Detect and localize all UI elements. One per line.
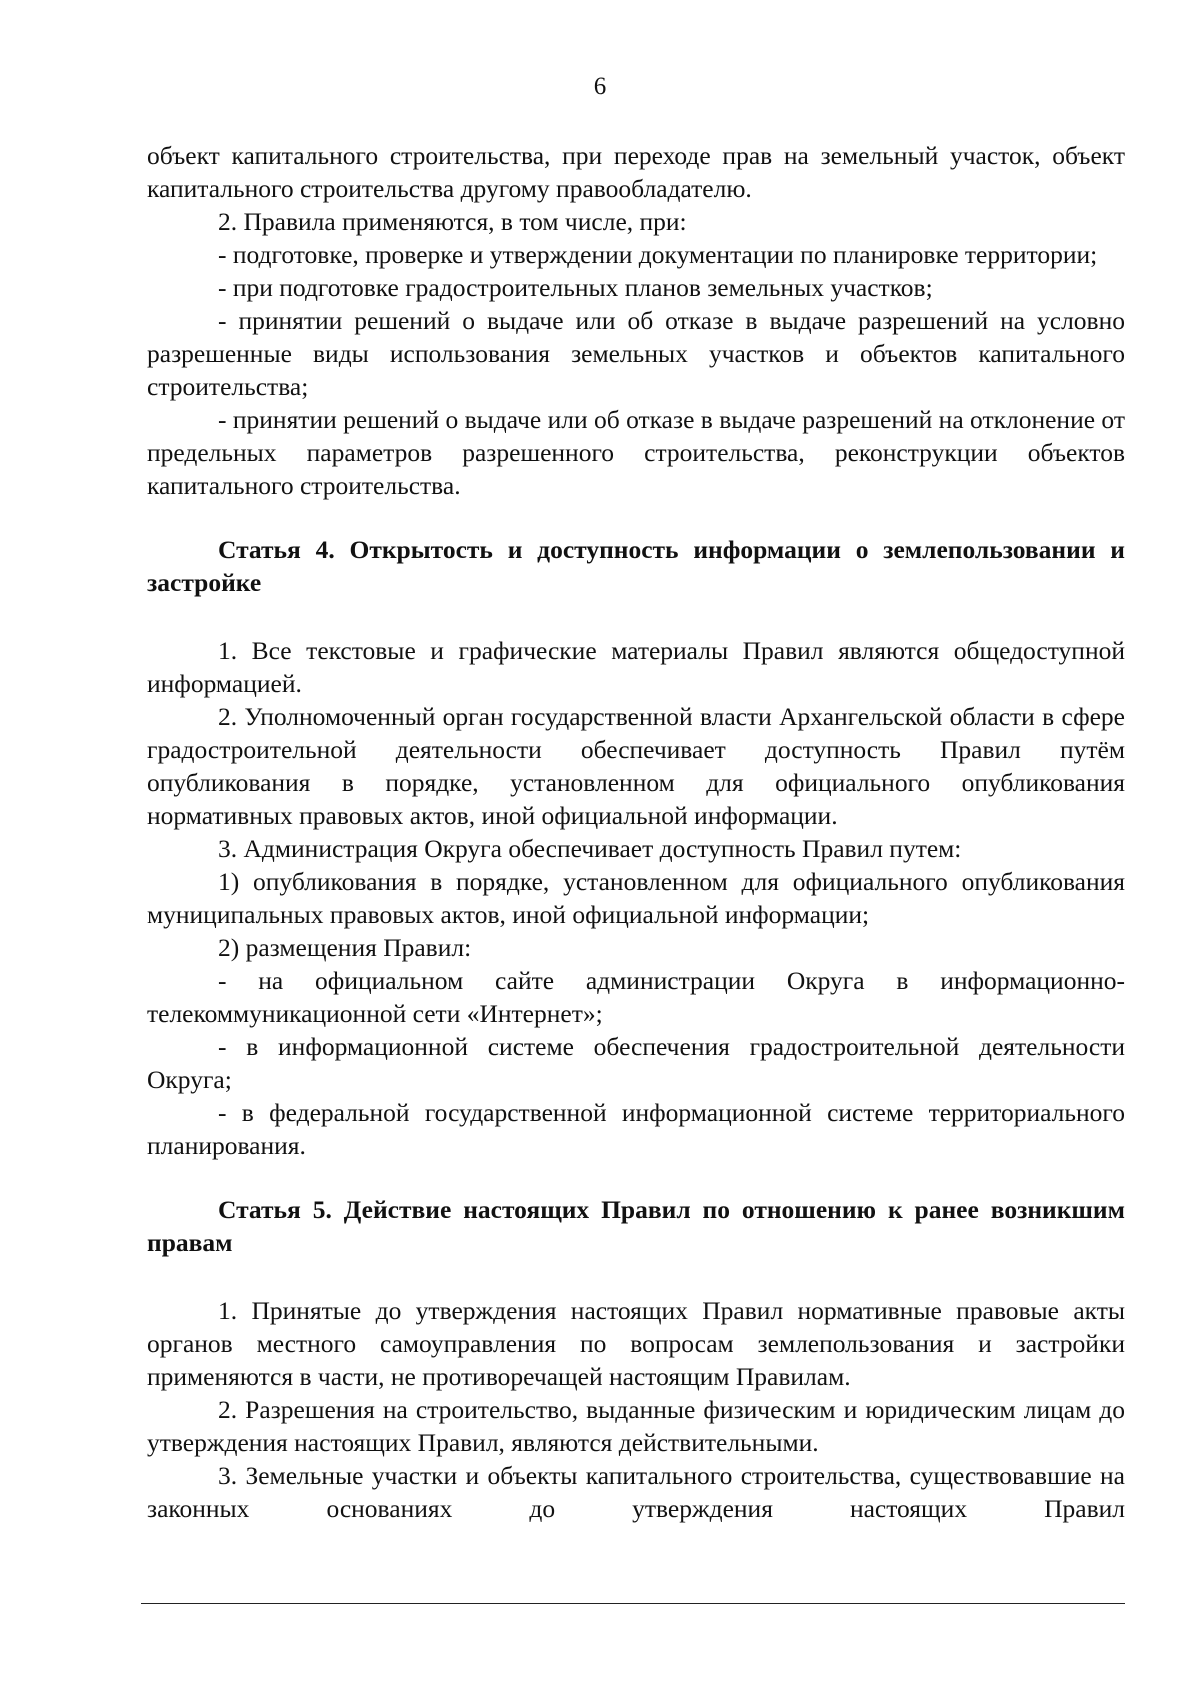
page-number: 6	[593, 73, 607, 100]
article-4-paragraph-5: 2) размещения Правил:	[218, 933, 472, 962]
article-5-paragraph-2: 2. Разрешения на строительство, выданные физическим и юридическим лицам до утверждения настоящих Правил, являются действительными.	[147, 1395, 1125, 1457]
paragraph-rules-applied: 2. Правила применяются, в том числе, при:	[218, 207, 687, 236]
footer-divider	[141, 1603, 1125, 1604]
article-4-heading: Статья 4. Открытость и доступность информации о землепользовании и застройке	[147, 535, 1125, 597]
paragraph-continuation: объект капитального строительства, при переходе прав на земельный участок, объект капитального строительства другому правообладателю.	[147, 141, 1125, 203]
article-5-paragraph-3: 3. Земельные участки и объекты капитального строительства, существовавшие на законных основаниях до утверждения настоящих Правил	[147, 1461, 1125, 1523]
article-5-paragraph-1: 1. Принятые до утверждения настоящих Правил нормативные правовые акты органов местного самоуправления по вопросам землепользования и застройки применяются в части, не противоречащей настоящим Правилам.	[147, 1296, 1125, 1391]
article-4-paragraph-8: - в федеральной государственной информационной системе территориального планирования.	[147, 1098, 1125, 1160]
list-item-urban-plans: - при подготовке градостроительных планов земельных участков;	[218, 273, 933, 302]
article-4-paragraph-6: - на официальном сайте администрации Округа в информационно-телекоммуникационной сети «Интернет»;	[147, 966, 1125, 1028]
article-4-paragraph-4: 1) опубликования в порядке, установленном для официального опубликования муниципальных правовых актов, иной официальной информации;	[147, 867, 1125, 929]
article-4-paragraph-1: 1. Все текстовые и графические материалы Правил являются общедоступной информацией.	[147, 636, 1125, 698]
article-5-heading: Статья 5. Действие настоящих Правил по отношению к ранее возникшим правам	[147, 1195, 1125, 1257]
article-4-paragraph-7: - в информационной системе обеспечения градостроительной деятельности Округа;	[147, 1032, 1125, 1094]
document-body	[147, 139, 1125, 1525]
list-item-deviation-permits: - принятии решений о выдаче или об отказе в выдаче разрешений на отклонение от предельных параметров разрешенного строительства, реконструкции объектов капитального строительства.	[147, 405, 1125, 500]
list-item-planning-docs: - подготовке, проверке и утверждении документации по планировке территории;	[218, 240, 1098, 269]
article-4-paragraph-2: 2. Уполномоченный орган государственной власти Архангельской области в сфере градостроительной деятельности обеспечивает доступность Правил путём опубликования в порядке, установленном для официального опубликования нормативных правовых актов, иной официальной информации.	[147, 702, 1125, 830]
article-4-paragraph-3: 3. Администрация Округа обеспечивает доступность Правил путем:	[218, 834, 962, 863]
list-item-conditional-permits: - принятии решений о выдаче или об отказе в выдаче разрешений на условно разрешенные виды использования земельных участков и объектов капитального строительства;	[147, 306, 1125, 401]
